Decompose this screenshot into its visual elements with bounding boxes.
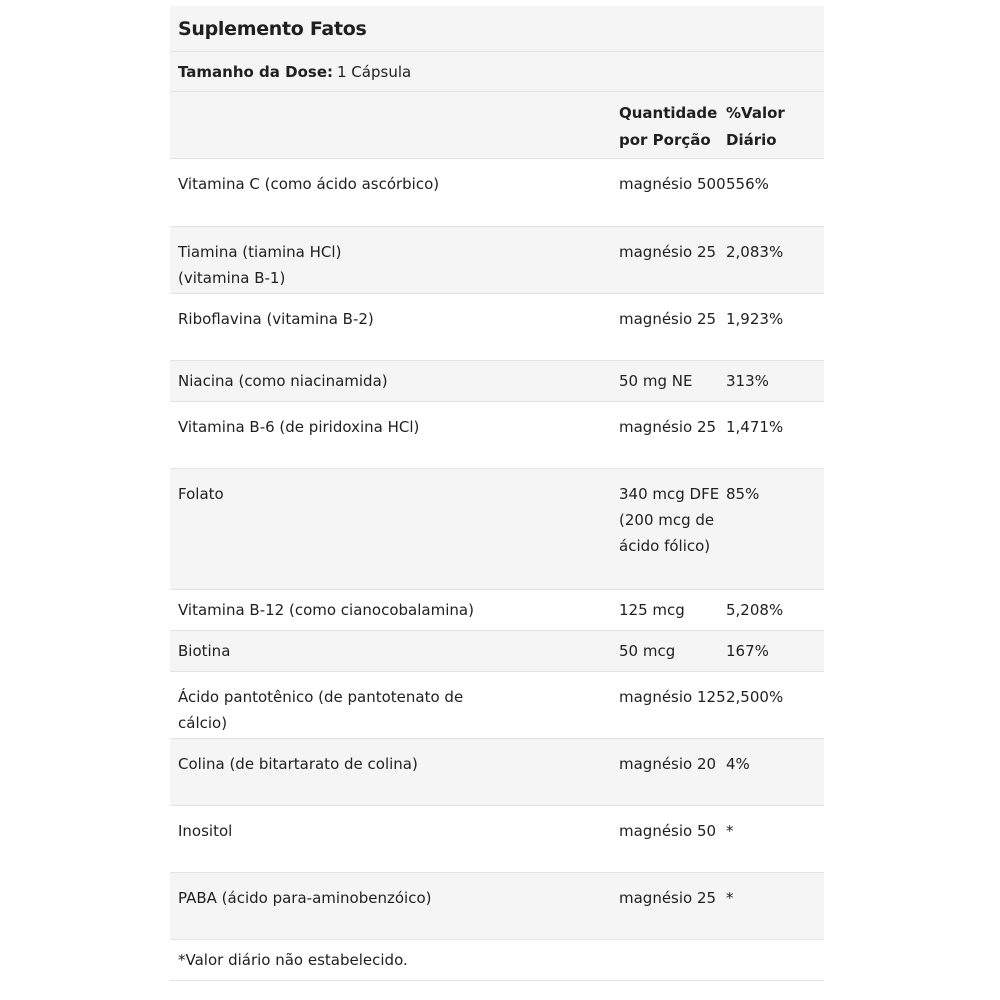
nutrient-name: Inositol: [178, 822, 233, 840]
serving-size-value: 1 Cápsula: [337, 62, 412, 81]
nutrient-name: Ácido pantotênico (de pantotenato de cálcio): [178, 688, 464, 732]
serving-size: [170, 52, 824, 92]
nutrient-name: Colina (de bitartarato de colina): [178, 755, 418, 773]
header-amount: Quantidade por Porção: [619, 104, 718, 149]
nutrient-amount: magnésio 50: [619, 822, 717, 840]
nutrient-amount: magnésio 20: [619, 755, 717, 773]
nutrient-name: Folato: [178, 485, 224, 503]
table-row: [170, 159, 824, 227]
nutrient-name: Riboflavina (vitamina B-2): [178, 310, 374, 328]
nutrient-amount: magnésio 25: [619, 418, 717, 436]
column-header-row: [170, 92, 824, 159]
table-row: [170, 672, 824, 739]
table-row: [170, 469, 824, 590]
nutrient-name: Vitamina C (como ácido ascórbico): [178, 175, 440, 193]
header-daily-value: %Valor Diário: [726, 104, 785, 149]
table-row: [170, 294, 824, 361]
nutrient-dv: 167%: [726, 642, 769, 660]
nutrient-name: Biotina: [178, 642, 231, 660]
nutrient-name: PABA (ácido para-aminobenzóico): [178, 889, 432, 907]
table-row: [170, 361, 824, 402]
nutrient-amount: 50 mcg: [619, 642, 676, 660]
nutrient-name: Tiamina (tiamina HCl) (vitamina B-1): [178, 243, 342, 287]
table-row: [170, 806, 824, 873]
nutrient-dv: 4%: [726, 755, 750, 773]
nutrient-dv: 556%: [726, 175, 769, 193]
table-row: [170, 227, 824, 294]
nutrient-dv: 85%: [726, 485, 760, 503]
nutrient-name: Vitamina B-6 (de piridoxina HCl): [178, 418, 420, 436]
table-title: Suplemento Fatos: [170, 6, 824, 52]
nutrient-dv: *: [726, 822, 734, 840]
nutrient-amount: magnésio 25: [619, 243, 717, 261]
nutrient-amount: magnésio 500: [619, 175, 726, 193]
nutrient-dv: *: [726, 889, 734, 907]
table-row: [170, 873, 824, 940]
nutrient-dv: 313%: [726, 372, 769, 390]
nutrient-dv: 2,083%: [726, 243, 784, 261]
nutrient-dv: 2,500%: [726, 688, 784, 706]
nutrient-name: Niacina (como niacinamida): [178, 372, 388, 390]
table-row: [170, 590, 824, 631]
header-nutrient: [170, 92, 619, 158]
nutrient-amount: magnésio 125: [619, 688, 726, 706]
nutrient-amount: magnésio 25: [619, 310, 717, 328]
nutrient-amount: 50 mg NE: [619, 372, 693, 390]
table-row: [170, 631, 824, 672]
nutrient-amount: 125 mcg: [619, 601, 685, 619]
nutrient-dv: 1,923%: [726, 310, 784, 328]
table-row: [170, 402, 824, 469]
nutrient-amount: 340 mcg DFE (200 mcg de ácido fólico): [619, 485, 720, 555]
serving-size-label: Tamanho da Dose:: [178, 62, 333, 81]
footnote: *Valor diário não estabelecido.: [170, 940, 824, 981]
table-row: [170, 739, 824, 806]
nutrient-dv: 1,471%: [726, 418, 784, 436]
nutrient-amount: magnésio 25: [619, 889, 717, 907]
nutrient-name: Vitamina B-12 (como cianocobalamina): [178, 601, 474, 619]
supplement-facts-table: [170, 6, 824, 981]
nutrient-dv: 5,208%: [726, 601, 784, 619]
